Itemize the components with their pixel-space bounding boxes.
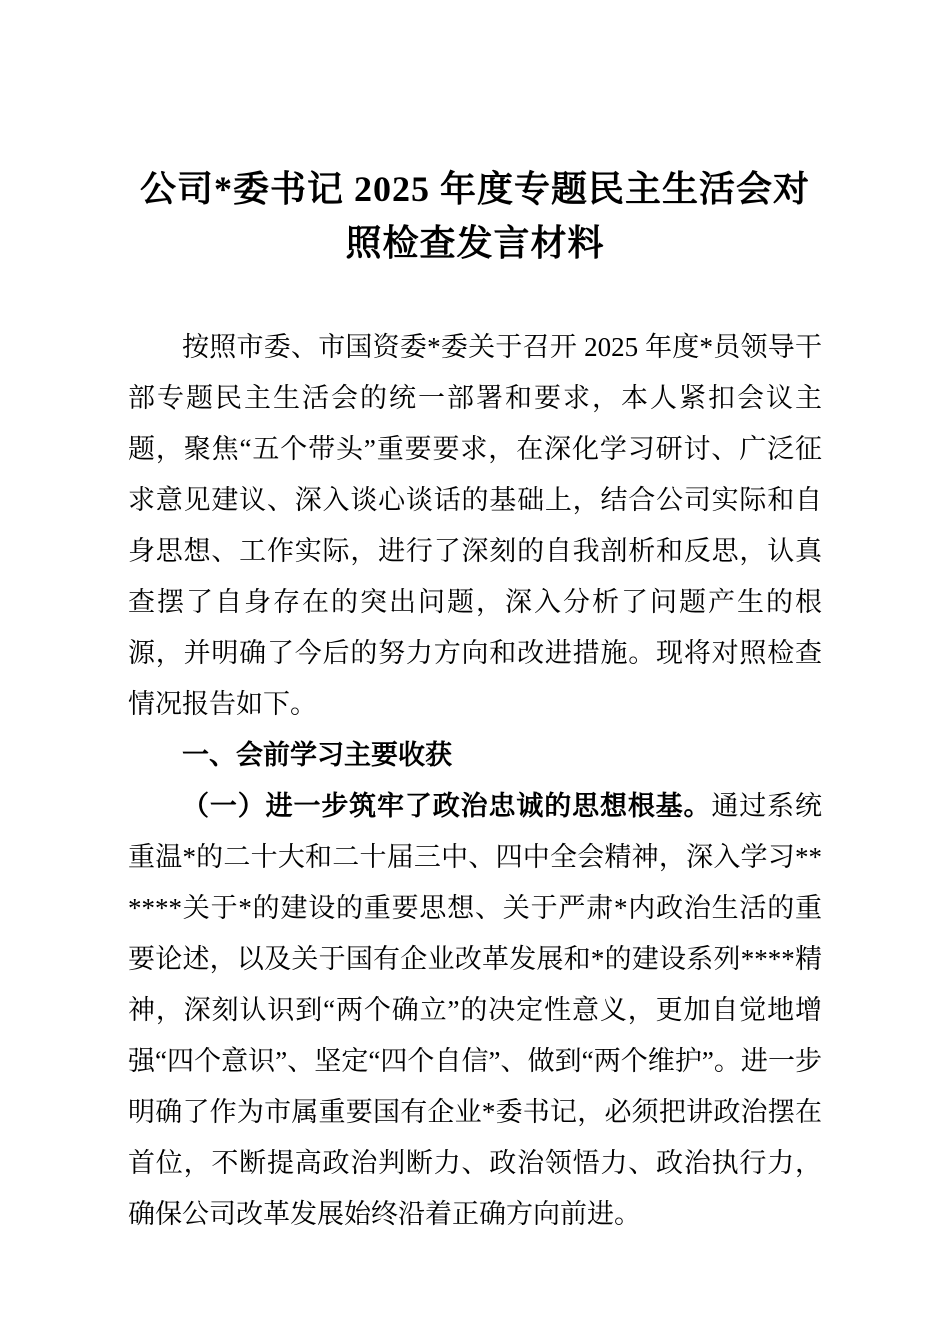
section-1-item-1-lead: （一）进一步筑牢了政治忠诚的思想根基。 [182, 791, 712, 821]
document-title: 公司*委书记 2025 年度专题民主生活会对照检查发言材料 [139, 169, 810, 263]
section-heading-1: 一、会前学习主要收获 [182, 740, 452, 770]
section-1-item-1-paragraph [128, 781, 822, 1240]
section-1-item-1-body: 通过系统重温*的二十大和二十届三中、四中全会精神，深入学习******关于*的建设的重要思想、关于严肃*内政治生活的重要论述，以及关于国有企业改革发展和*的建设系列****精神，深刻认识到“两个确立”的决定性意义，更加自觉地增强“四个意识”、坚定“四个自信”、做到“两个维护”。进一步明确了作为市属重要国有企业*委书记，必须把讲政治摆在首位，不断提高政治判断力、政治领悟力、政治执行力，确保公司改革发展始终沿着正确方向前进。 [128, 791, 823, 1229]
intro-paragraph: 按照市委、市国资委*委关于召开 2025 年度*员领导干部专题民主生活会的统一部署和要求，本人紧扣会议主题，聚焦“五个带头”重要要求，在深化学习研讨、广泛征求意见建议、深入谈心谈话的基础上，结合公司实际和自身思想、工作实际，进行了深刻的自我剖析和反思，认真查摆了自身存在的突出问题，深入分析了问题产生的根源，并明确了今后的努力方向和改进措施。现将对照检查情况报告如下。 [128, 332, 822, 719]
